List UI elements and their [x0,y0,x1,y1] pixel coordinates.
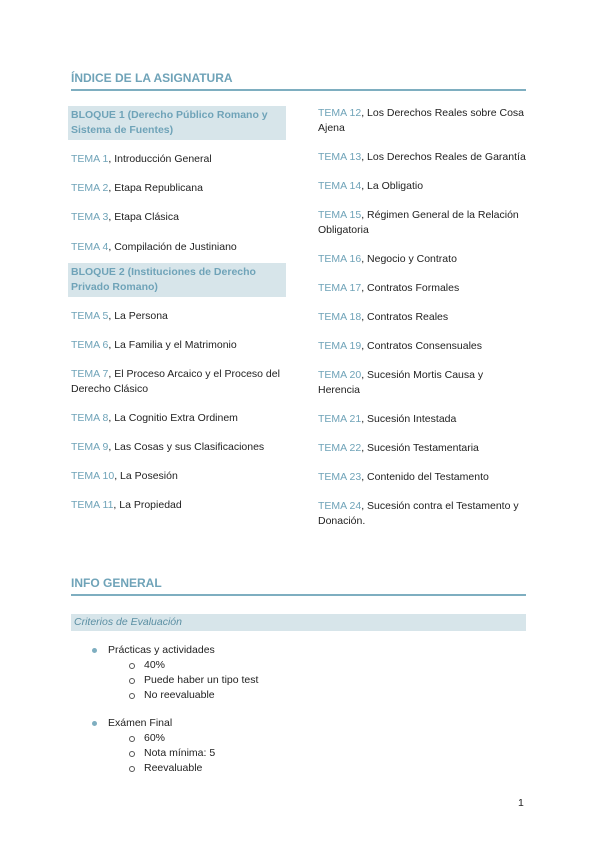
topic-title: , Etapa Republicana [108,182,203,194]
topic-20 [318,368,528,398]
block-1-heading: BLOQUE 1 (Derecho Público Romano y Sistema de Fuentes) [68,106,286,140]
topic-5 [71,309,286,324]
topic-1 [71,152,286,167]
topic-12 [318,106,528,136]
topic-number: TEMA 7 [71,368,109,380]
topic-title: , Sucesión contra el Testamento y Donación. [318,500,519,527]
list-item: Prácticas y actividades [92,643,258,658]
topic-title: , La Propiedad [113,499,182,511]
topic-number: TEMA 3 [71,211,109,223]
topic-19 [318,339,528,354]
topic-title: , Contenido del Testamento [361,471,489,483]
topic-title: , Los Derechos Reales sobre Cosa Ajena [318,107,525,134]
topic-9 [71,440,286,455]
topic-number: TEMA 19 [318,340,362,352]
topic-17 [318,281,528,296]
topic-3 [71,210,286,225]
topic-number: TEMA 16 [318,253,362,265]
topic-13 [318,150,528,165]
index-left-column [71,106,286,513]
sub-list-item: 60% [92,731,215,746]
sub-list-item: Reevaluable [92,761,215,776]
topic-title: , El Proceso Arcaico y el Proceso del Derecho Clásico [71,368,280,395]
topic-number: TEMA 21 [318,413,362,425]
topic-title: , Contratos Formales [361,282,460,294]
topic-title: , Contratos Reales [361,311,449,323]
topic-number: TEMA 18 [318,311,362,323]
list-item: Exámen Final [92,716,215,731]
index-title: ÍNDICE DE LA ASIGNATURA [71,71,526,91]
sub-list-item: No reevaluable [92,688,258,703]
topic-title: , Sucesión Mortis Causa y Herencia [318,369,484,396]
topic-6 [71,338,286,353]
topic-23 [318,470,528,485]
topic-11 [71,498,286,513]
topic-number: TEMA 23 [318,471,362,483]
topic-10 [71,469,286,484]
topic-title: , Compilación de Justiniano [108,241,237,253]
evaluation-list-examen [92,716,215,776]
topic-14 [318,179,528,194]
topic-number: TEMA 20 [318,369,362,381]
topic-15 [318,208,528,238]
index-right-column [318,106,528,529]
topic-number: TEMA 9 [71,441,109,453]
topic-title: , La Cognitio Extra Ordinem [108,412,238,424]
topic-number: TEMA 17 [318,282,362,294]
topic-number: TEMA 10 [71,470,115,482]
topic-22 [318,441,528,456]
topic-title: , Contratos Consensuales [361,340,483,352]
sub-list-item: Puede haber un tipo test [92,673,258,688]
topic-number: TEMA 1 [71,153,109,165]
topic-21 [318,412,528,427]
topic-number: TEMA 13 [318,151,362,163]
topic-4 [71,240,286,255]
topic-title: , La Posesión [114,470,178,482]
topic-18 [318,310,528,325]
topic-16 [318,252,528,267]
topic-title: , Etapa Clásica [108,211,179,223]
info-title: INFO GENERAL [71,576,526,596]
topic-title: , Los Derechos Reales de Garantía [361,151,526,163]
block-2-heading: BLOQUE 2 (Instituciones de Derecho Privado Romano) [68,263,286,297]
topic-title: , Las Cosas y sus Clasificaciones [108,441,265,453]
sub-list-item: 40% [92,658,258,673]
topic-title: , La Familia y el Matrimonio [108,339,237,351]
topic-title: , La Persona [108,310,168,322]
topic-24 [318,499,528,529]
topic-number: TEMA 11 [71,499,114,511]
evaluation-list-practicas [92,643,258,703]
topic-number: TEMA 22 [318,442,362,454]
topic-title: , Régimen General de la Relación Obligatoria [318,209,519,236]
topic-title: , Introducción General [108,153,212,165]
topic-number: TEMA 12 [318,107,362,119]
topic-7 [71,367,286,397]
topic-number: TEMA 8 [71,412,109,424]
topic-number: TEMA 2 [71,182,109,194]
evaluation-criteria-heading: Criterios de Evaluación [71,614,526,631]
topic-title: , Sucesión Intestada [361,413,457,425]
topic-2 [71,181,286,196]
topic-title: , Negocio y Contrato [361,253,457,265]
topic-number: TEMA 5 [71,310,109,322]
topic-title: , Sucesión Testamentaria [361,442,479,454]
topic-8 [71,411,286,426]
topic-number: TEMA 24 [318,500,362,512]
topic-number: TEMA 14 [318,180,362,192]
topic-number: TEMA 4 [71,241,109,253]
sub-list-item: Nota mínima: 5 [92,746,215,761]
topic-number: TEMA 15 [318,209,362,221]
page-number: 1 [518,797,524,809]
topic-title: , La Obligatio [361,180,424,192]
topic-number: TEMA 6 [71,339,109,351]
